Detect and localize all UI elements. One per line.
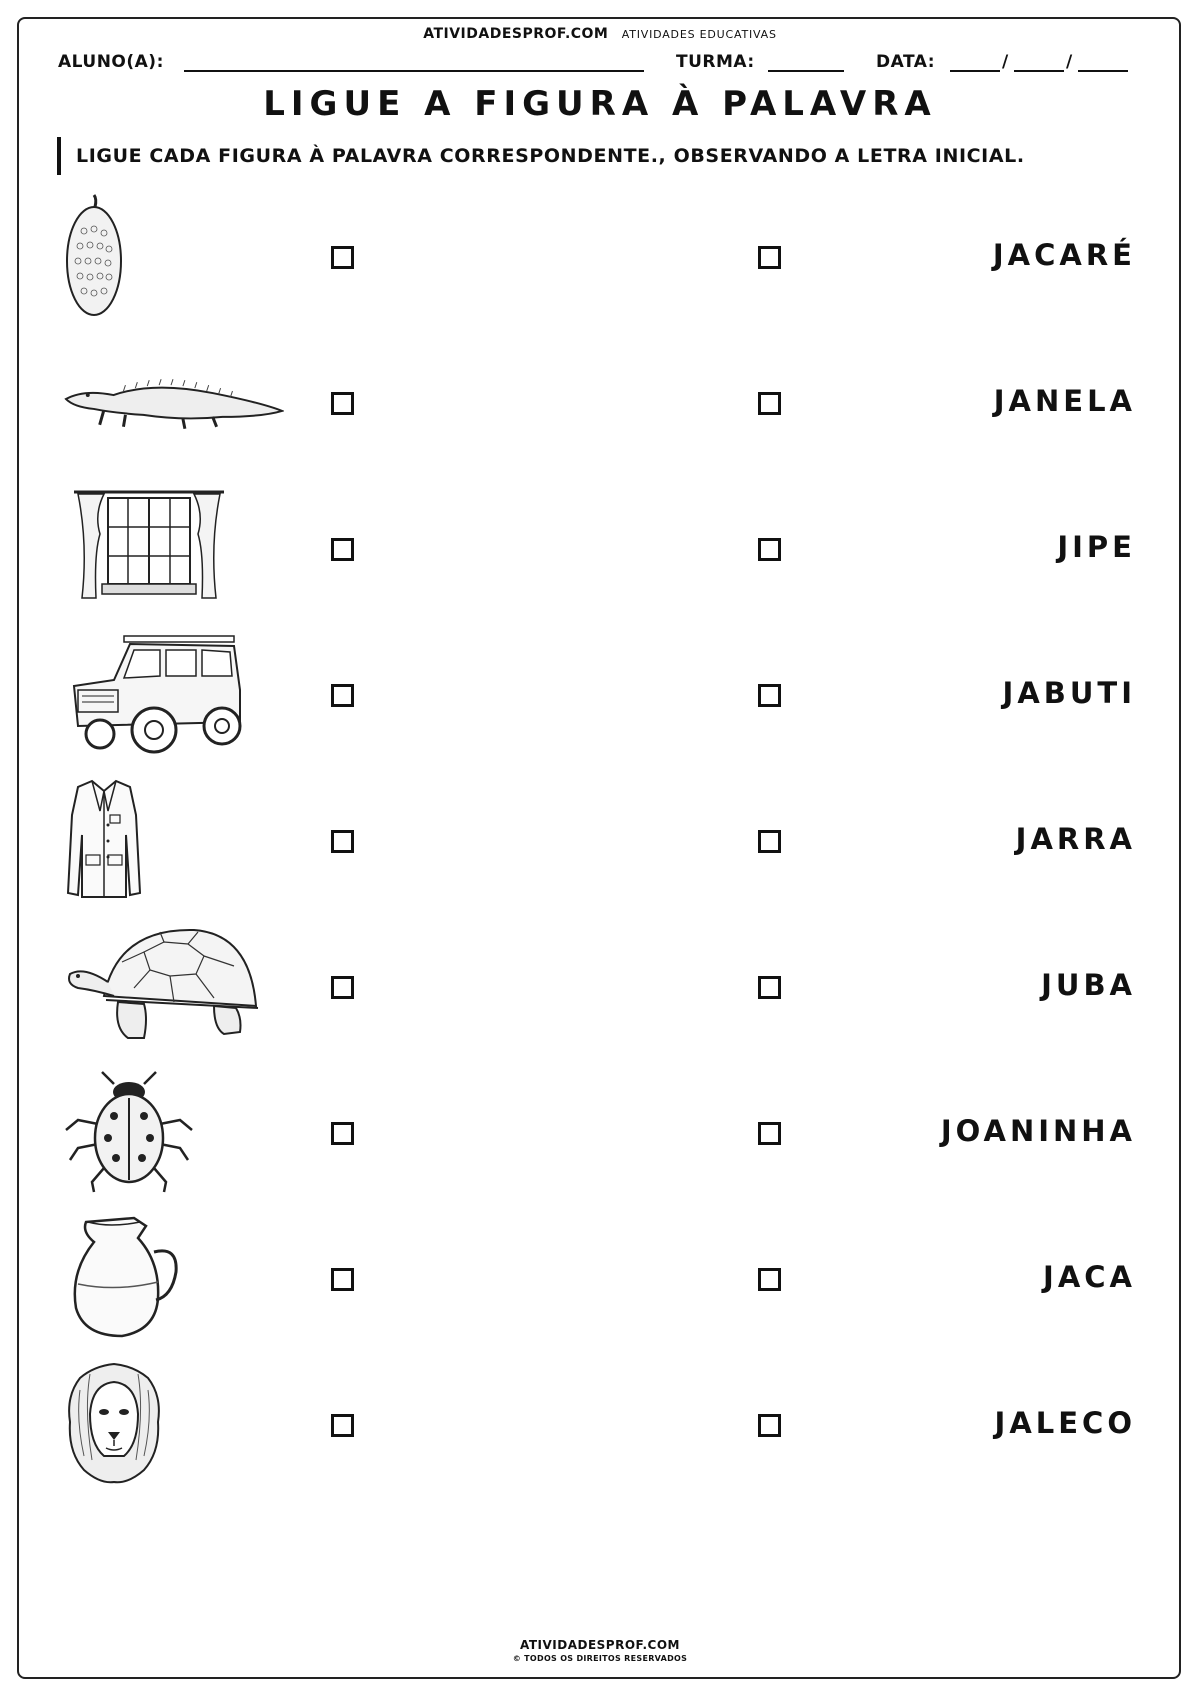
right-connect-box[interactable] — [758, 830, 781, 853]
left-connect-box[interactable] — [331, 538, 354, 561]
match-row — [0, 336, 1200, 486]
word-label: JANELA — [993, 384, 1136, 418]
right-connect-box[interactable] — [758, 1414, 781, 1437]
alligator-icon — [64, 336, 284, 466]
lion-icon — [64, 1358, 284, 1488]
site-name: ATIVIDADESPROF.COM — [423, 26, 609, 42]
match-row — [0, 920, 1200, 1070]
right-connect-box[interactable] — [758, 392, 781, 415]
word-label: JABUTI — [1002, 676, 1136, 710]
student-info-line — [58, 52, 1148, 76]
page-footer — [0, 1638, 1200, 1663]
word-label: JUBA — [1041, 968, 1136, 1002]
site-subtitle: ATIVIDADES EDUCATIVAS — [621, 28, 777, 41]
word-label: JARRA — [1015, 822, 1136, 856]
right-connect-box[interactable] — [758, 684, 781, 707]
date-slash: / — [1002, 52, 1009, 72]
match-row — [0, 1066, 1200, 1216]
left-connect-box[interactable] — [331, 830, 354, 853]
left-connect-box[interactable] — [331, 1122, 354, 1145]
window-icon — [64, 482, 284, 612]
aluno-label: ALUNO(A): — [58, 52, 164, 72]
match-row — [0, 1212, 1200, 1362]
turma-field[interactable] — [768, 70, 844, 72]
left-connect-box[interactable] — [331, 1414, 354, 1437]
match-row — [0, 482, 1200, 632]
date-month-field[interactable] — [1014, 70, 1064, 72]
match-row — [0, 190, 1200, 340]
jug-icon — [64, 1212, 284, 1342]
footer-copyright: © TODOS OS DIREITOS RESERVADOS — [512, 1654, 688, 1663]
date-day-field[interactable] — [950, 70, 1000, 72]
word-label: JALECO — [994, 1406, 1136, 1440]
page-title: LIGUE A FIGURA À PALAVRA — [263, 84, 937, 124]
left-connect-box[interactable] — [331, 246, 354, 269]
right-connect-box[interactable] — [758, 1268, 781, 1291]
footer-site: ATIVIDADESPROF.COM — [520, 1638, 680, 1652]
left-connect-box[interactable] — [331, 392, 354, 415]
word-label: JIPE — [1057, 530, 1136, 564]
right-connect-box[interactable] — [758, 976, 781, 999]
left-connect-box[interactable] — [331, 976, 354, 999]
date-year-field[interactable] — [1078, 70, 1128, 72]
match-row — [0, 1358, 1200, 1508]
turma-label: TURMA: — [676, 52, 755, 72]
right-connect-box[interactable] — [758, 538, 781, 561]
jeep-icon — [64, 628, 284, 758]
left-connect-box[interactable] — [331, 684, 354, 707]
match-row — [0, 628, 1200, 778]
word-label: JACA — [1043, 1260, 1136, 1294]
data-label: DATA: — [876, 52, 935, 72]
site-header — [0, 26, 1200, 42]
ladybug-icon — [64, 1066, 284, 1196]
left-connect-box[interactable] — [331, 1268, 354, 1291]
right-connect-box[interactable] — [758, 246, 781, 269]
tortoise-icon — [64, 920, 284, 1050]
right-connect-box[interactable] — [758, 1122, 781, 1145]
word-label: JOANINHA — [940, 1114, 1136, 1148]
jackfruit-icon — [64, 190, 284, 320]
date-slash: / — [1066, 52, 1073, 72]
aluno-field[interactable] — [184, 70, 644, 72]
lab-coat-icon — [64, 774, 284, 904]
instruction-text: LIGUE CADA FIGURA À PALAVRA CORRESPONDENTE., OBSERVANDO A LETRA INICIAL. — [76, 145, 1025, 167]
match-row — [0, 774, 1200, 924]
instruction-marker — [57, 137, 61, 175]
word-label: JACARÉ — [992, 238, 1136, 272]
